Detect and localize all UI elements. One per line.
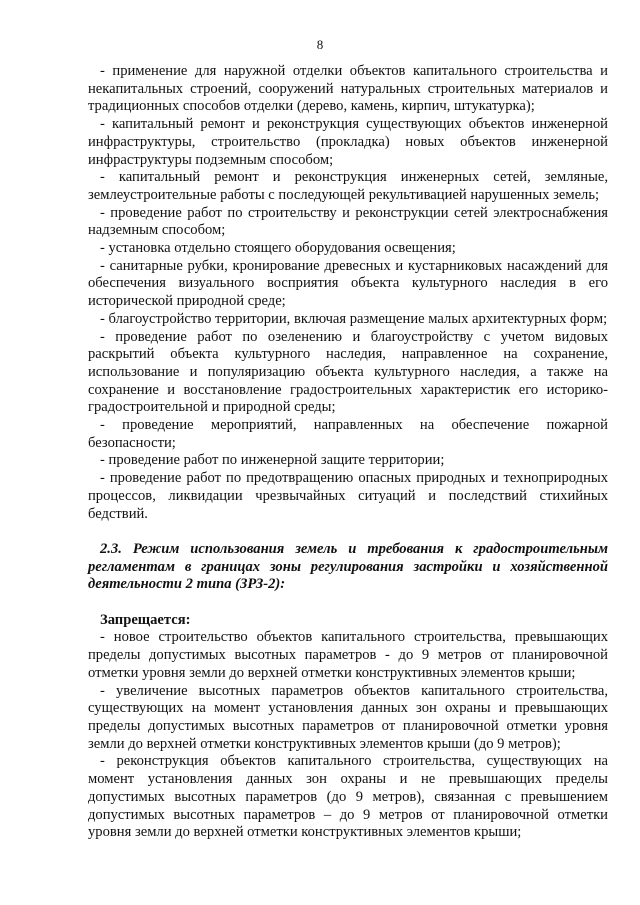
list-item: - проведение работ по строительству и реконструкции сетей электроснабжения надземным способом; <box>88 204 608 239</box>
list-item: - новое строительство объектов капитального строительства, превышающих пределы допустимых высотных параметров - до 9 метров от планировочной отметки уровня земли до верхней отметки конструктивных элементов крыши; <box>88 629 608 681</box>
list-item: - проведение работ по инженерной защите территории; <box>100 452 445 469</box>
forbidden-label: Запрещается: <box>100 611 191 628</box>
spacer <box>88 594 608 612</box>
section-heading: 2.3. Режим использования земель и требования к градостроительным регламентам в границах зоны регулирования застройки и хозяйственной деятельности 2 типа (ЗРЗ-2): <box>88 540 608 593</box>
list-item: - санитарные рубки, кронирование древесных и кустарниковых насаждений для обеспечения визуального восприятия объекта культурного наследия в его исторической природной среде; <box>88 257 608 310</box>
page-number: 8 <box>316 37 324 52</box>
list-item: - применение для наружной отделки объектов капитального строительства и некапитальных строений, сооружений натуральных строительных материалов и традиционных способов отделки (дерево, камень, кирпич, штукатурка); <box>88 63 608 115</box>
list-item: - реконструкция объектов капитального строительства, существующих на момент установления данных зон охраны и не превышающих пределы допустимых высотных параметров (до 9 метров), связанная с превышением допустимых высотных параметров – до 9 метров от планировочной отметки уровня земли до верхней отметки конструктивных элементов крыши; <box>88 753 608 841</box>
spacer <box>88 523 608 541</box>
list-item: - установка отдельно стоящего оборудования освещения; <box>100 240 456 257</box>
list-item: - проведение работ по предотвращению опасных природных и техноприродных процессов, ликвидации чрезвычайных ситуаций и последствий стихийных бедствий. <box>88 470 608 522</box>
document-body <box>88 63 608 842</box>
list-item: - капитальный ремонт и реконструкция инженерных сетей, земляные, землеустроительные работы с последующей рекультивацией нарушенных земель; <box>88 169 608 203</box>
list-item: - благоустройство территории, включая размещение малых архитектурных форм; <box>100 310 608 327</box>
list-item: - проведение мероприятий, направленных на обеспечение пожарной безопасности; <box>88 417 608 451</box>
list-item: - капитальный ремонт и реконструкция существующих объектов инженерной инфраструктуры, строительство (прокладка) новых объектов инженерной инфраструктуры подземным способом; <box>88 116 608 168</box>
list-item: - проведение работ по озеленению и благоустройству с учетом видовых раскрытий объекта культурного наследия, направленное на сохранение, использование и популяризацию объекта культурного наследия, а также на сохранение и восстановление градостроительных характеристик его историко-градостроительной и природной среды; <box>88 328 608 416</box>
list-item: - увеличение высотных параметров объектов капитального строительства, существующих на момент установления данных зон охраны и превышающих пределы допустимых высотных параметров от планировочной отметки уровня земли до верхней отметки конструктивных элементов крыши (до 9 метров); <box>88 682 608 752</box>
